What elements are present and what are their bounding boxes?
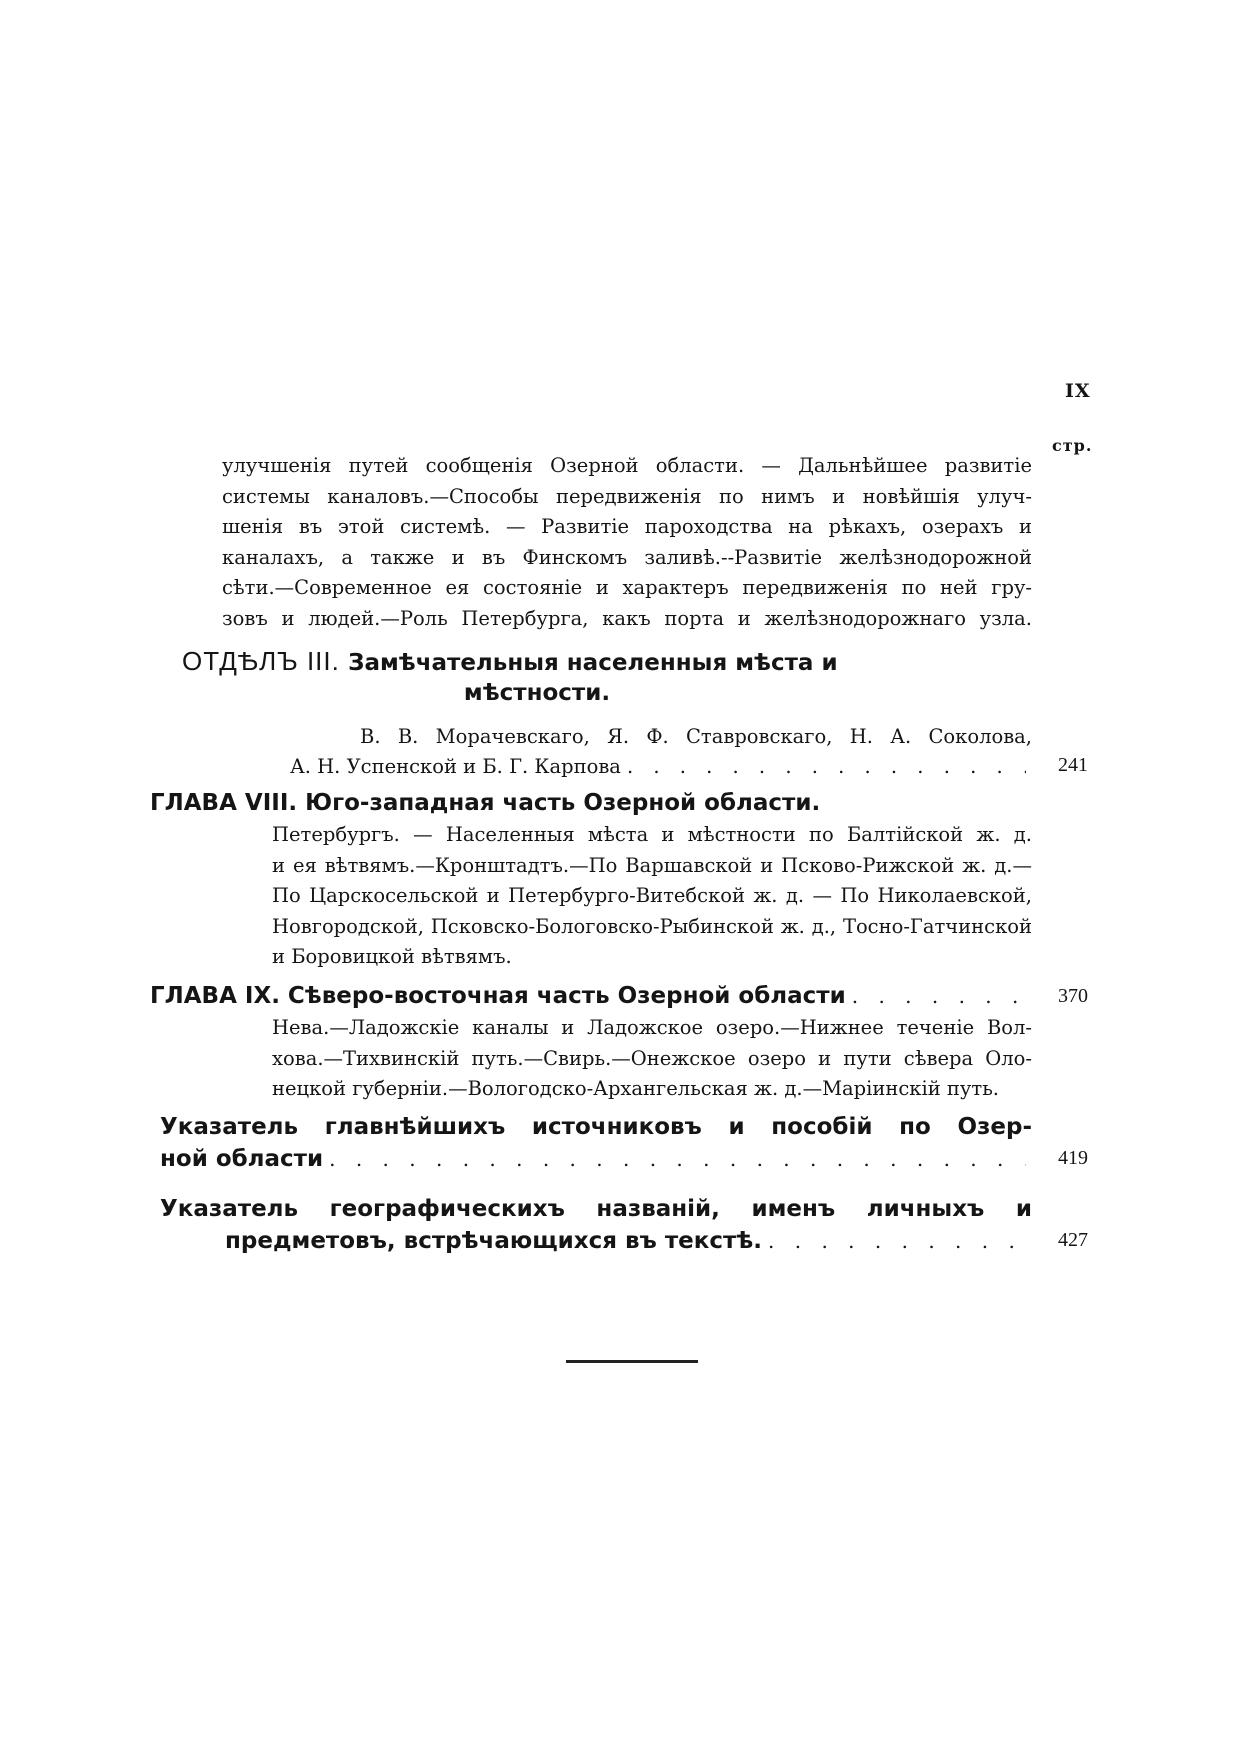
paragraph-line: и Боровицкой вѣтвямъ. [272,945,512,968]
index-sources-page-number: 419 [1058,1147,1088,1169]
index-sources-entry [160,1111,1032,1175]
page-column-header: стр. [1052,436,1093,455]
dot-leader [768,1225,1026,1257]
paragraph-line: По Царскосельской и Петербурго-Витебской ж. д. — По Николаевской, [272,884,1032,907]
page-number: IX [1065,380,1091,402]
end-rule [566,1360,698,1363]
chapter9-body [272,1013,1032,1105]
section-authors-line2: А. Н. Успенской и Б. Г. Карпова [290,755,621,778]
index-names-line1: Указатель географическихъ названій, именъ личныхъ и [160,1196,1032,1222]
paragraph-line: каналахъ, а также и въ Финскомъ заливѣ.--Развитіе желѣзнодорожной [222,545,1032,569]
chapter9-heading-row [150,983,1032,1009]
section-heading [182,646,1032,708]
dot-leader [627,752,1026,782]
section-label: ОТДѢЛЪ III. [182,646,340,676]
section-authors [360,722,1032,753]
chapter9-heading: ГЛАВА IX. Сѣверо-восточная часть Озерной области [150,983,846,1009]
paragraph-line: и ея вѣтвямъ.—Кронштадтъ.—По Варшавской и Псково-Рижской ж. д.— [272,853,1032,877]
paragraph-line: хова.—Тихвинскій путь.—Свирь.—Онежское озеро и пути сѣвера Оло- [272,1046,1032,1070]
paragraph-line: улучшенія путей сообщенія Озерной области. — Дальнѣйшее развитіе [222,454,1032,477]
paragraph-line: системы каналовъ.—Способы передвиженія по нимъ и новѣйшія улуч- [222,484,1032,508]
paragraph-line: зовъ и людей.—Роль Петербурга, какъ порта и желѣзнодорожнаго узла. [222,606,1032,630]
index-names-line2: предметовъ, встрѣчающихся въ текстѣ. [225,1228,763,1254]
section-authors-line1: В. В. Морачевскаго, Я. Ф. Ставровскаго, Н. А. Соколова, [360,725,1032,748]
paragraph-line: сѣти.—Современное ея состояніе и характеръ передвиженія по ней гру- [222,576,1032,599]
section-authors-row [290,752,1032,782]
index-names-page-number: 427 [1058,1229,1088,1251]
chapter8-body [272,820,1032,973]
paragraph-line: Нева.—Ладожскіе каналы и Ладожское озеро.—Нижнее теченіе Вол- [272,1016,1032,1039]
dot-leader [329,1143,1026,1175]
index-sources-line1: Указатель главнѣйшихъ источниковъ и пособій по Озер- [160,1114,1032,1140]
section-title-line2: мѣстности. [463,680,611,706]
chapter9-page-number: 370 [1058,985,1088,1007]
dot-leader [852,984,1026,1008]
index-names-entry [160,1193,1032,1257]
index-sources-line2: ной области [160,1146,324,1172]
paragraph-line: нецкой губерніи.—Вологодско-Архангельская ж. д.—Маріинскій путь. [272,1077,1000,1100]
paragraph-line: Петербургъ. — Населенныя мѣста и мѣстности по Балтійской ж. д. [272,823,1032,846]
section-page-number: 241 [1058,754,1088,776]
section-title-line1: Замѣчательныя населенныя мѣста и [348,650,838,676]
paragraph-line: Новгородской, Псковско-Бологовско-Рыбинской ж. д., Тосно-Гатчинской [272,914,1032,938]
chapter8-heading: ГЛАВА VIII. Юго-западная часть Озерной области. [150,790,821,816]
paragraph-line: шенія въ этой системѣ. — Развитіе пароходства на рѣкахъ, озерахъ и [222,515,1032,538]
continuation-paragraph [222,451,1032,634]
